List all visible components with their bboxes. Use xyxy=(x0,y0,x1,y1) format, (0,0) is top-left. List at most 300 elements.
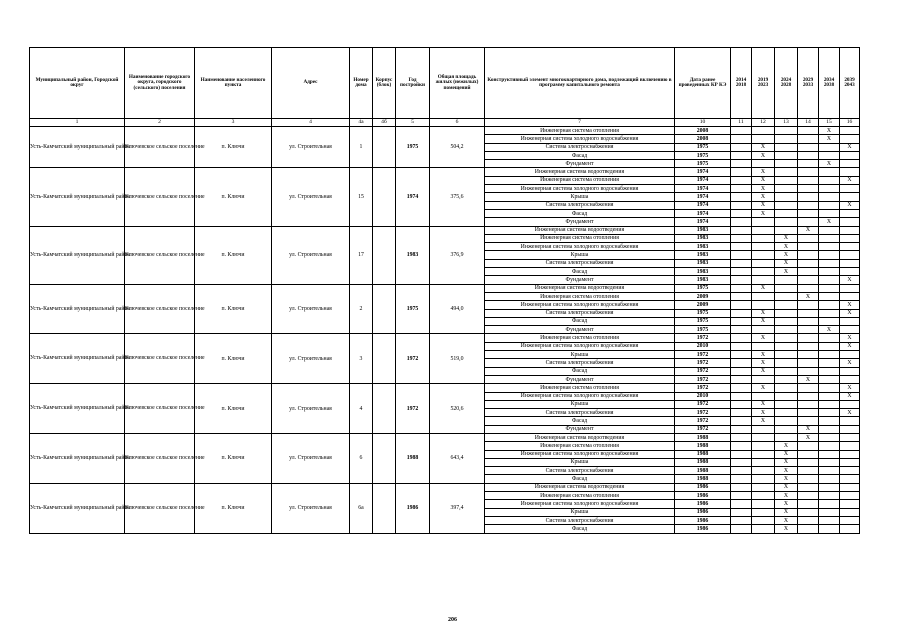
period-mark-cell xyxy=(775,359,798,367)
period-mark-cell xyxy=(731,259,752,267)
structural-element-cell: Инженерная система водоотведения xyxy=(485,168,675,176)
table-body xyxy=(30,127,860,534)
structural-element-cell: Инженерная система холодного водоснабжения xyxy=(485,243,675,251)
period-mark-cell xyxy=(798,185,819,193)
period-mark-cell xyxy=(752,492,775,500)
period-mark-cell xyxy=(752,251,775,259)
period-mark-cell: X xyxy=(840,143,860,151)
period-mark-cell xyxy=(731,392,752,400)
period-mark-cell xyxy=(798,301,819,309)
period-mark-cell: X xyxy=(752,309,775,317)
header-municipal: Муниципальный район, Городской округ xyxy=(30,48,125,119)
period-mark-cell xyxy=(752,450,775,458)
period-mark-cell xyxy=(840,375,860,383)
address-cell: ул. Строительная xyxy=(272,334,350,384)
period-mark-cell xyxy=(840,351,860,359)
period-mark-cell xyxy=(775,367,798,375)
structural-element-cell: Фасад xyxy=(485,268,675,276)
period-mark-cell xyxy=(798,351,819,359)
period-mark-cell: X xyxy=(840,176,860,184)
header-period-2029-2033: 2029 2033 xyxy=(798,48,819,119)
structural-element-cell: Система электроснабжения xyxy=(485,259,675,267)
period-mark-cell xyxy=(798,218,819,226)
period-mark-cell xyxy=(775,326,798,334)
structural-element-cell: Инженерная система отопления xyxy=(485,492,675,500)
prior-repair-year-cell: 2009 xyxy=(675,292,731,300)
prior-repair-year-cell: 1988 xyxy=(675,467,731,475)
period-mark-cell xyxy=(819,508,840,516)
structural-element-cell: Инженерная система холодного водоснабжения xyxy=(485,450,675,458)
period-mark-cell: X xyxy=(775,475,798,483)
period-mark-cell: X xyxy=(775,516,798,524)
structural-element-cell: Крыша xyxy=(485,251,675,259)
prior-repair-year-cell: 1983 xyxy=(675,243,731,251)
period-mark-cell xyxy=(775,309,798,317)
header-row xyxy=(30,48,860,119)
period-mark-cell xyxy=(798,135,819,143)
period-mark-cell xyxy=(819,284,840,292)
period-mark-cell xyxy=(819,209,840,217)
period-mark-cell xyxy=(731,301,752,309)
municipal-district-cell: Усть-Камчатский муниципальный район xyxy=(30,226,125,284)
structural-element-cell: Фасад xyxy=(485,367,675,375)
column-number: 5 xyxy=(396,119,430,127)
prior-repair-year-cell: 1983 xyxy=(675,276,731,284)
municipal-district-cell: Усть-Камчатский муниципальный район xyxy=(30,284,125,334)
period-mark-cell: X xyxy=(798,375,819,383)
period-mark-cell xyxy=(819,400,840,408)
structural-element-cell: Инженерная система холодного водоснабжения xyxy=(485,301,675,309)
period-mark-cell xyxy=(798,359,819,367)
prior-repair-year-cell: 1972 xyxy=(675,334,731,342)
period-mark-cell xyxy=(731,309,752,317)
period-mark-cell xyxy=(819,467,840,475)
column-number: 4а xyxy=(350,119,373,127)
prior-repair-year-cell: 1975 xyxy=(675,284,731,292)
period-mark-cell: X xyxy=(752,168,775,176)
period-mark-cell xyxy=(775,151,798,159)
prior-repair-year-cell: 1974 xyxy=(675,209,731,217)
prior-repair-year-cell: 1983 xyxy=(675,234,731,242)
period-mark-cell: X xyxy=(840,392,860,400)
period-mark-cell xyxy=(775,392,798,400)
period-mark-cell xyxy=(819,301,840,309)
period-mark-cell xyxy=(775,201,798,209)
period-mark-cell: X xyxy=(775,467,798,475)
period-mark-cell xyxy=(819,367,840,375)
period-mark-cell xyxy=(731,127,752,135)
build-year-cell: 1983 xyxy=(396,226,430,284)
period-mark-cell xyxy=(731,209,752,217)
structural-element-cell: Фасад xyxy=(485,475,675,483)
period-mark-cell xyxy=(798,467,819,475)
period-mark-cell xyxy=(798,367,819,375)
header-address: Адрес xyxy=(272,48,350,119)
period-mark-cell: X xyxy=(752,351,775,359)
period-mark-cell xyxy=(731,317,752,325)
table-row xyxy=(30,334,860,342)
prior-repair-year-cell: 1988 xyxy=(675,450,731,458)
period-mark-cell: X xyxy=(775,234,798,242)
period-mark-cell: X xyxy=(752,185,775,193)
period-mark-cell: X xyxy=(752,201,775,209)
period-mark-cell xyxy=(731,384,752,392)
period-mark-cell xyxy=(798,234,819,242)
period-mark-cell xyxy=(840,292,860,300)
period-mark-cell xyxy=(731,193,752,201)
table-row xyxy=(30,384,860,392)
structural-element-cell: Система электроснабжения xyxy=(485,201,675,209)
period-mark-cell xyxy=(775,276,798,284)
period-mark-cell xyxy=(798,259,819,267)
period-mark-cell xyxy=(731,400,752,408)
period-mark-cell xyxy=(840,525,860,533)
municipal-district-cell: Усть-Камчатский муниципальный район xyxy=(30,384,125,434)
period-mark-cell xyxy=(840,151,860,159)
table-row xyxy=(30,284,860,292)
period-mark-cell xyxy=(798,127,819,135)
period-mark-cell xyxy=(840,475,860,483)
prior-repair-year-cell: 1972 xyxy=(675,409,731,417)
period-mark-cell: X xyxy=(840,201,860,209)
address-cell: ул. Строительная xyxy=(272,168,350,226)
period-mark-cell: X xyxy=(840,409,860,417)
period-mark-cell xyxy=(798,326,819,334)
period-mark-cell: X xyxy=(840,334,860,342)
period-mark-cell: X xyxy=(752,143,775,151)
column-number: 13 xyxy=(775,119,798,127)
total-area-cell: 519,0 xyxy=(430,334,485,384)
period-mark-cell xyxy=(752,425,775,433)
block-cell xyxy=(373,284,396,334)
period-mark-cell xyxy=(819,425,840,433)
period-mark-cell: X xyxy=(798,292,819,300)
header-period-2014-2018: 2014 2018 xyxy=(731,48,752,119)
document-page xyxy=(29,47,860,534)
period-mark-cell xyxy=(752,127,775,135)
period-mark-cell xyxy=(840,234,860,242)
structural-element-cell: Фасад xyxy=(485,525,675,533)
locality-cell: п. Ключи xyxy=(195,334,272,384)
build-year-cell: 1975 xyxy=(396,284,430,334)
period-mark-cell xyxy=(775,226,798,234)
period-mark-cell xyxy=(752,276,775,284)
period-mark-cell xyxy=(731,234,752,242)
period-mark-cell xyxy=(798,508,819,516)
period-mark-cell xyxy=(819,433,840,441)
prior-repair-year-cell: 2008 xyxy=(675,127,731,135)
structural-element-cell: Инженерная система отопления xyxy=(485,176,675,184)
locality-cell: п. Ключи xyxy=(195,284,272,334)
total-area-cell: 494,0 xyxy=(430,284,485,334)
period-mark-cell xyxy=(840,135,860,143)
structural-element-cell: Фундамент xyxy=(485,375,675,383)
header-block: Корпус (блок) xyxy=(373,48,396,119)
period-mark-cell xyxy=(775,334,798,342)
period-mark-cell: X xyxy=(775,243,798,251)
period-mark-cell xyxy=(731,458,752,466)
column-number: 15 xyxy=(819,119,840,127)
total-area-cell: 520,6 xyxy=(430,384,485,434)
period-mark-cell xyxy=(752,483,775,491)
column-number: 12 xyxy=(752,119,775,127)
period-mark-cell xyxy=(731,417,752,425)
period-mark-cell: X xyxy=(752,417,775,425)
prior-repair-year-cell: 1974 xyxy=(675,193,731,201)
period-mark-cell xyxy=(819,168,840,176)
period-mark-cell xyxy=(731,525,752,533)
period-mark-cell: X xyxy=(840,342,860,350)
settlement-cell: Ключевское сельское поселение xyxy=(125,384,195,434)
period-mark-cell: X xyxy=(819,160,840,168)
municipal-district-cell: Усть-Камчатский муниципальный район xyxy=(30,127,125,168)
total-area-cell: 375,6 xyxy=(430,168,485,226)
period-mark-cell xyxy=(840,185,860,193)
period-mark-cell xyxy=(798,193,819,201)
period-mark-cell xyxy=(819,309,840,317)
prior-repair-year-cell: 1975 xyxy=(675,317,731,325)
structural-element-cell: Фундамент xyxy=(485,218,675,226)
period-mark-cell: X xyxy=(752,209,775,217)
period-mark-cell xyxy=(840,417,860,425)
period-mark-cell xyxy=(819,442,840,450)
period-mark-cell xyxy=(731,475,752,483)
period-mark-cell: X xyxy=(752,367,775,375)
period-mark-cell xyxy=(840,467,860,475)
structural-element-cell: Система электроснабжения xyxy=(485,409,675,417)
period-mark-cell xyxy=(819,234,840,242)
period-mark-cell xyxy=(819,243,840,251)
structural-element-cell: Инженерная система холодного водоснабжения xyxy=(485,135,675,143)
build-year-cell: 1972 xyxy=(396,334,430,384)
period-mark-cell: X xyxy=(775,442,798,450)
period-mark-cell xyxy=(840,284,860,292)
structural-element-cell: Крыша xyxy=(485,508,675,516)
period-mark-cell xyxy=(752,467,775,475)
structural-element-cell: Система электроснабжения xyxy=(485,467,675,475)
period-mark-cell xyxy=(819,475,840,483)
period-mark-cell xyxy=(775,218,798,226)
period-mark-cell xyxy=(798,176,819,184)
block-cell xyxy=(373,168,396,226)
period-mark-cell xyxy=(731,492,752,500)
period-mark-cell xyxy=(798,409,819,417)
period-mark-cell: X xyxy=(752,409,775,417)
period-mark-cell xyxy=(731,467,752,475)
build-year-cell: 1988 xyxy=(396,433,430,483)
period-mark-cell xyxy=(819,317,840,325)
prior-repair-year-cell: 2010 xyxy=(675,392,731,400)
house-number-cell: 6а xyxy=(350,483,373,533)
period-mark-cell: X xyxy=(819,326,840,334)
settlement-cell: Ключевское сельское поселение xyxy=(125,433,195,483)
prior-repair-year-cell: 1986 xyxy=(675,483,731,491)
period-mark-cell xyxy=(731,201,752,209)
period-mark-cell xyxy=(819,251,840,259)
build-year-cell: 1972 xyxy=(396,384,430,434)
period-mark-cell xyxy=(775,342,798,350)
period-mark-cell: X xyxy=(775,458,798,466)
period-mark-cell xyxy=(840,259,860,267)
period-mark-cell xyxy=(840,516,860,524)
period-mark-cell xyxy=(819,516,840,524)
settlement-cell: Ключевское сельское поселение xyxy=(125,226,195,284)
prior-repair-year-cell: 1988 xyxy=(675,433,731,441)
structural-element-cell: Фасад xyxy=(485,151,675,159)
period-mark-cell xyxy=(819,392,840,400)
period-mark-cell xyxy=(775,425,798,433)
period-mark-cell xyxy=(840,442,860,450)
house-number-cell: 15 xyxy=(350,168,373,226)
address-cell: ул. Строительная xyxy=(272,433,350,483)
period-mark-cell xyxy=(798,309,819,317)
period-mark-cell xyxy=(731,135,752,143)
column-number: 10 xyxy=(675,119,731,127)
period-mark-cell xyxy=(840,209,860,217)
locality-cell: п. Ключи xyxy=(195,168,272,226)
period-mark-cell xyxy=(798,442,819,450)
period-mark-cell xyxy=(819,185,840,193)
period-mark-cell xyxy=(775,351,798,359)
period-mark-cell xyxy=(840,168,860,176)
period-mark-cell xyxy=(731,160,752,168)
period-mark-cell: X xyxy=(798,226,819,234)
header-locality: Наименование населенного пункта xyxy=(195,48,272,119)
period-mark-cell xyxy=(840,226,860,234)
prior-repair-year-cell: 1974 xyxy=(675,218,731,226)
table-row xyxy=(30,168,860,176)
structural-element-cell: Система электроснабжения xyxy=(485,309,675,317)
period-mark-cell xyxy=(819,384,840,392)
block-cell xyxy=(373,384,396,434)
structural-element-cell: Инженерная система холодного водоснабжения xyxy=(485,500,675,508)
block-cell xyxy=(373,483,396,533)
prior-repair-year-cell: 1986 xyxy=(675,500,731,508)
structural-element-cell: Инженерная система отопления xyxy=(485,334,675,342)
structural-element-cell: Фундамент xyxy=(485,425,675,433)
column-number: 1 xyxy=(30,119,125,127)
period-mark-cell xyxy=(840,251,860,259)
period-mark-cell xyxy=(798,201,819,209)
header-prior-repair-date: Дата ранее проведенных КР КЭ xyxy=(675,48,731,119)
period-mark-cell xyxy=(752,342,775,350)
period-mark-cell xyxy=(840,450,860,458)
header-period-2039-2043: 2039 2043 xyxy=(840,48,860,119)
period-mark-cell xyxy=(752,234,775,242)
prior-repair-year-cell: 1974 xyxy=(675,201,731,209)
prior-repair-year-cell: 1972 xyxy=(675,417,731,425)
prior-repair-year-cell: 2008 xyxy=(675,135,731,143)
structural-element-cell: Фасад xyxy=(485,317,675,325)
period-mark-cell xyxy=(775,209,798,217)
period-mark-cell xyxy=(840,326,860,334)
period-mark-cell xyxy=(731,251,752,259)
period-mark-cell: X xyxy=(752,151,775,159)
prior-repair-year-cell: 1986 xyxy=(675,516,731,524)
period-mark-cell xyxy=(731,425,752,433)
settlement-cell: Ключевское сельское поселение xyxy=(125,127,195,168)
structural-element-cell: Инженерная система холодного водоснабжения xyxy=(485,342,675,350)
column-number: 3 xyxy=(195,119,272,127)
period-mark-cell xyxy=(819,525,840,533)
prior-repair-year-cell: 1972 xyxy=(675,384,731,392)
structural-element-cell: Инженерная система водоотведения xyxy=(485,226,675,234)
structural-element-cell: Инженерная система водоотведения xyxy=(485,483,675,491)
structural-element-cell: Фундамент xyxy=(485,276,675,284)
period-mark-cell xyxy=(798,500,819,508)
block-cell xyxy=(373,433,396,483)
period-mark-cell: X xyxy=(819,135,840,143)
column-number: 16 xyxy=(840,119,860,127)
period-mark-cell xyxy=(798,151,819,159)
period-mark-cell xyxy=(731,342,752,350)
prior-repair-year-cell: 1975 xyxy=(675,143,731,151)
period-mark-cell xyxy=(819,292,840,300)
structural-element-cell: Система электроснабжения xyxy=(485,516,675,524)
period-mark-cell xyxy=(798,284,819,292)
prior-repair-year-cell: 1975 xyxy=(675,160,731,168)
period-mark-cell xyxy=(798,450,819,458)
period-mark-cell xyxy=(731,500,752,508)
locality-cell: п. Ключи xyxy=(195,226,272,284)
settlement-cell: Ключевское сельское поселение xyxy=(125,334,195,384)
prior-repair-year-cell: 1972 xyxy=(675,425,731,433)
period-mark-cell: X xyxy=(775,251,798,259)
table-row xyxy=(30,127,860,135)
locality-cell: п. Ключи xyxy=(195,483,272,533)
municipal-district-cell: Усть-Камчатский муниципальный район xyxy=(30,483,125,533)
period-mark-cell xyxy=(775,301,798,309)
period-mark-cell xyxy=(798,160,819,168)
prior-repair-year-cell: 2010 xyxy=(675,342,731,350)
period-mark-cell: X xyxy=(775,492,798,500)
build-year-cell: 1986 xyxy=(396,483,430,533)
period-mark-cell xyxy=(798,417,819,425)
prior-repair-year-cell: 2009 xyxy=(675,301,731,309)
structural-element-cell: Инженерная система отопления xyxy=(485,234,675,242)
column-number: 11 xyxy=(731,119,752,127)
period-mark-cell: X xyxy=(775,483,798,491)
prior-repair-year-cell: 1986 xyxy=(675,525,731,533)
period-mark-cell xyxy=(731,243,752,251)
structural-element-cell: Инженерная система отопления xyxy=(485,127,675,135)
period-mark-cell xyxy=(731,351,752,359)
period-mark-cell xyxy=(798,400,819,408)
period-mark-cell xyxy=(798,268,819,276)
period-mark-cell xyxy=(840,483,860,491)
period-mark-cell xyxy=(752,433,775,441)
period-mark-cell xyxy=(752,500,775,508)
period-mark-cell xyxy=(798,143,819,151)
period-mark-cell xyxy=(775,375,798,383)
structural-element-cell: Система электроснабжения xyxy=(485,143,675,151)
period-mark-cell xyxy=(752,292,775,300)
period-mark-cell xyxy=(731,367,752,375)
total-area-cell: 397,4 xyxy=(430,483,485,533)
period-mark-cell: X xyxy=(840,309,860,317)
period-mark-cell xyxy=(731,442,752,450)
period-mark-cell xyxy=(819,143,840,151)
period-mark-cell xyxy=(752,375,775,383)
period-mark-cell xyxy=(731,151,752,159)
period-mark-cell xyxy=(752,392,775,400)
period-mark-cell xyxy=(798,525,819,533)
structural-element-cell: Инженерная система отопления xyxy=(485,292,675,300)
period-mark-cell xyxy=(798,516,819,524)
house-number-cell: 3 xyxy=(350,334,373,384)
period-mark-cell xyxy=(731,168,752,176)
period-mark-cell: X xyxy=(775,268,798,276)
